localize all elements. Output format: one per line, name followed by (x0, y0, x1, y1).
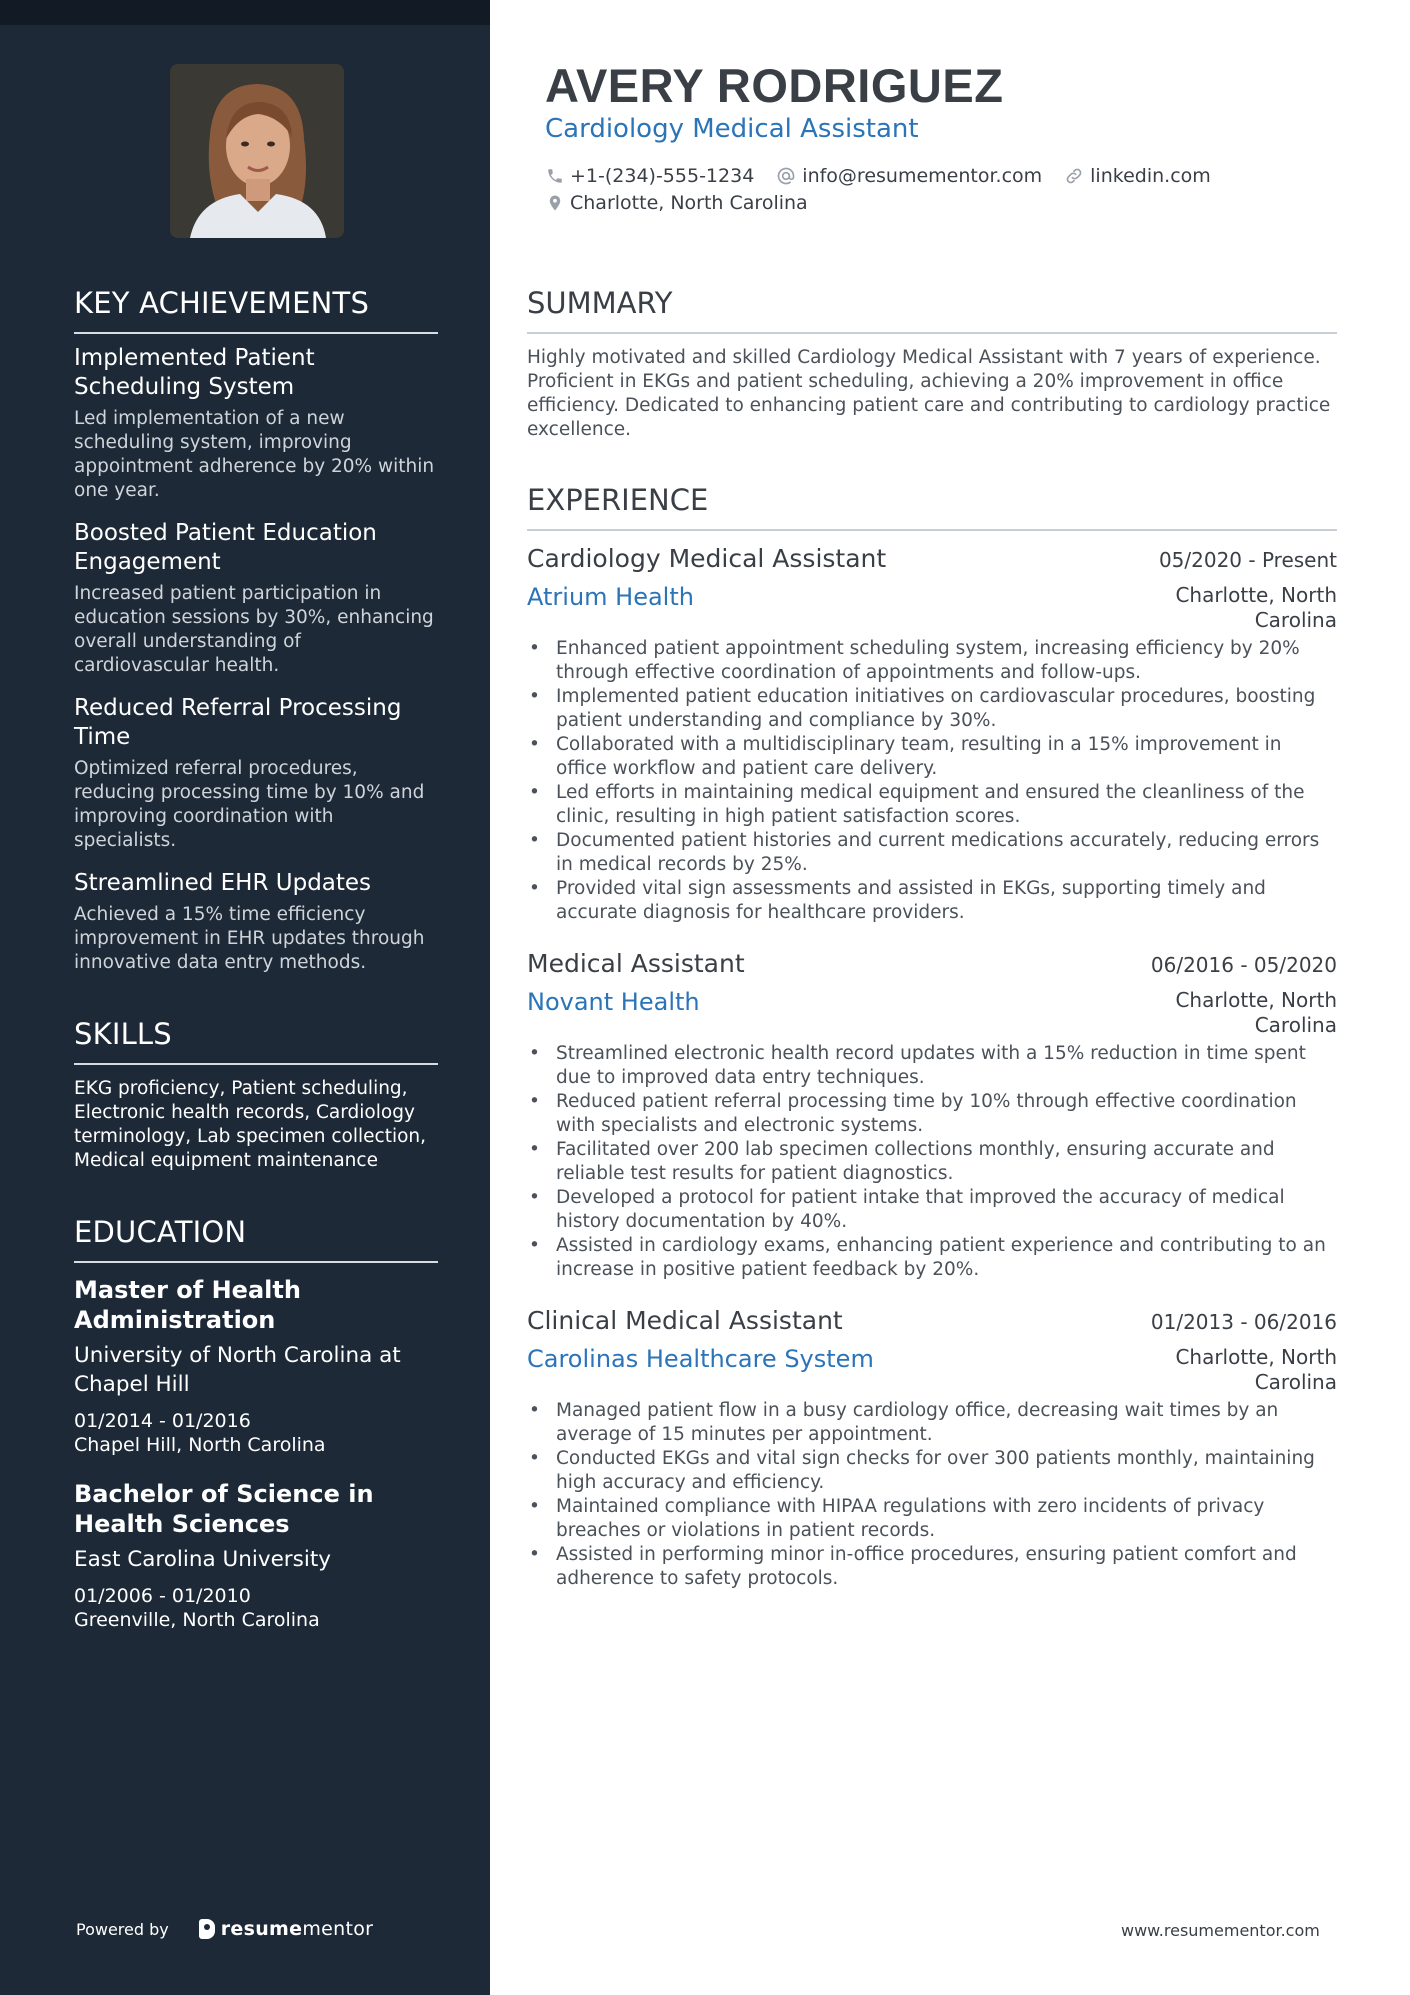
bullet-item: • Assisted in cardiology exams, enhancing patient experience and contributing to an increase in positive patient feedback by 20%. (527, 1234, 1337, 1282)
job-dates: 05/2020 - Present (1158, 548, 1337, 572)
phone-text: +1-(234)-555-1234 (570, 165, 755, 187)
job-location: Charlotte, North Carolina (1175, 583, 1337, 632)
job-entry (527, 1306, 1337, 1591)
contact-row (546, 165, 1233, 187)
bullet-item: • Provided vital sign assessments and assisted in EKGs, supporting timely and accurate diagnosis for healthcare providers. (527, 877, 1337, 925)
achievement-item (74, 344, 438, 503)
location-text: Charlotte, North Carolina (570, 192, 808, 214)
logo-mark-icon (199, 1919, 215, 1939)
phone-icon (546, 167, 564, 185)
powered-by-label: Powered by (76, 1919, 169, 1939)
bullet-item: • Conducted EKGs and vital sign checks for over 300 patients monthly, maintaining high accuracy and efficiency. (527, 1447, 1337, 1495)
achievement-text: Increased patient participation in education sessions by 30%, enhancing overall understanding of cardiovascular health. (74, 583, 434, 676)
achievement-text: Achieved a 15% time efficiency improvement in EHR updates through innovative data entry methods. (74, 904, 425, 973)
job-entry (527, 544, 1337, 925)
bullet-item: • Reduced patient referral processing time by 10% through effective coordination with specialists and electronic systems. (527, 1090, 1337, 1138)
achievement-text: Led implementation of a new scheduling system, improving appointment adherence by 20% within one year. (74, 408, 435, 501)
education-location: Greenville, North Carolina (74, 1609, 320, 1631)
job-entry (527, 949, 1337, 1282)
experience-heading: EXPERIENCE (527, 483, 1337, 531)
job-bullets (527, 637, 1337, 925)
location-row (546, 192, 830, 214)
job-title: Medical Assistant (527, 949, 745, 978)
contact-location (546, 192, 808, 214)
education-degree: Bachelor of Science in Health Sciences (74, 1480, 374, 1538)
at-icon (776, 166, 796, 186)
education-location: Chapel Hill, North Carolina (74, 1434, 326, 1456)
bullet-item: • Collaborated with a multidisciplinary team, resulting in a 15% improvement in office workflow and patient care delivery. (527, 733, 1337, 781)
contact-phone[interactable] (546, 165, 754, 187)
bullet-item: • Facilitated over 200 lab specimen collections monthly, ensuring accurate and reliable test results for patient diagnostics. (527, 1138, 1337, 1186)
summary-section (527, 286, 1337, 442)
achievement-item (74, 694, 438, 853)
bullet-item: • Maintained compliance with HIPAA regulations with zero incidents of privacy breaches or violations in patient records. (527, 1495, 1337, 1543)
bullet-item: • Led efforts in maintaining medical equipment and ensured the cleanliness of the clinic, resulting in high patient satisfaction scores. (527, 781, 1337, 829)
powered-by (76, 1918, 373, 1940)
achievement-item (74, 869, 438, 975)
bullet-item: • Documented patient histories and current medications accurately, reducing errors in medical records by 25%. (527, 829, 1337, 877)
linkedin-text: linkedin.com (1090, 165, 1211, 187)
education-dates: 01/2014 - 01/2016 (74, 1410, 251, 1432)
bullet-item: • Enhanced patient appointment scheduling system, increasing efficiency by 20% through effective coordination of appointments and follow-ups. (527, 637, 1337, 685)
logo-text-bold: resume (220, 1918, 303, 1940)
bullet-item: • Developed a protocol for patient intake that improved the accuracy of medical history documentation by 40%. (527, 1186, 1337, 1234)
contact-email[interactable] (776, 165, 1042, 187)
experience-section (527, 483, 1337, 531)
education-item (74, 1275, 438, 1457)
bullet-item: • Streamlined electronic health record updates with a 15% reduction in time spent due to improved data entry techniques. (527, 1042, 1337, 1090)
resumementor-logo[interactable] (199, 1918, 374, 1940)
education-item (74, 1479, 438, 1632)
skills-section (74, 1017, 438, 1173)
skills-list: EKG proficiency, Patient scheduling, Electronic health records, Cardiology terminology, Lab specimen collection, Medical equipment maintenance (74, 1078, 427, 1171)
education-degree: Master of Health Administration (74, 1276, 301, 1334)
achievement-title: Reduced Referral Processing Time (74, 695, 402, 750)
summary-text: Highly motivated and skilled Cardiology Medical Assistant with 7 years of experience. Proficient in EKGs and patient scheduling, achieving a 20% improvement in office efficiency. Dedicated to enhancing patient care and contributing to cardiology practice excellence. (527, 347, 1331, 440)
achievement-title: Boosted Patient Education Engagement (74, 520, 377, 575)
job-bullets (527, 1399, 1337, 1591)
footer-url[interactable]: www.resumementor.com (1121, 1921, 1320, 1940)
sidebar (0, 0, 490, 1995)
link-icon (1064, 166, 1084, 186)
education-section (74, 1215, 438, 1644)
key-achievements-section (74, 286, 438, 991)
education-school: East Carolina University (74, 1547, 331, 1572)
job-dates: 01/2013 - 06/2016 (1150, 1310, 1337, 1334)
email-text: info@resumementor.com (802, 165, 1043, 187)
job-bullets (527, 1042, 1337, 1282)
bullet-item: • Implemented patient education initiatives on cardiovascular procedures, boosting patient understanding and compliance by 30%. (527, 685, 1337, 733)
job-title: Cardiology Medical Assistant (527, 544, 887, 573)
candidate-title: Cardiology Medical Assistant (545, 114, 919, 144)
achievement-title: Implemented Patient Scheduling System (74, 345, 315, 400)
candidate-name: AVERY RODRIGUEZ (545, 59, 1004, 112)
bullet-item: • Managed patient flow in a busy cardiology office, decreasing wait times by an average of 15 minutes per appointment. (527, 1399, 1337, 1447)
contact-linkedin[interactable] (1064, 165, 1211, 187)
achievement-text: Optimized referral procedures, reducing processing time by 10% and improving coordination with specialists. (74, 758, 425, 851)
sidebar-top-bar (0, 0, 490, 25)
summary-heading: SUMMARY (527, 286, 1337, 334)
education-dates: 01/2006 - 01/2010 (74, 1585, 251, 1607)
logo-text-light: mentor (302, 1918, 374, 1940)
education-heading: EDUCATION (74, 1215, 438, 1263)
achievement-item (74, 519, 438, 678)
job-company: Novant Health (527, 988, 700, 1016)
location-pin-icon (546, 193, 564, 213)
key-achievements-heading: KEY ACHIEVEMENTS (74, 286, 438, 334)
job-location: Charlotte, North Carolina (1175, 988, 1337, 1037)
achievement-title: Streamlined EHR Updates (74, 870, 372, 896)
profile-photo (170, 64, 344, 238)
bullet-item: • Assisted in performing minor in-office procedures, ensuring patient comfort and adherence to safety protocols. (527, 1543, 1337, 1591)
job-title: Clinical Medical Assistant (527, 1306, 843, 1335)
job-company: Atrium Health (527, 583, 694, 611)
job-dates: 06/2016 - 05/2020 (1150, 953, 1337, 977)
education-school: University of North Carolina at Chapel Hill (74, 1343, 401, 1397)
job-company: Carolinas Healthcare System (527, 1345, 874, 1373)
skills-heading: SKILLS (74, 1017, 438, 1065)
job-location: Charlotte, North Carolina (1175, 1345, 1337, 1394)
